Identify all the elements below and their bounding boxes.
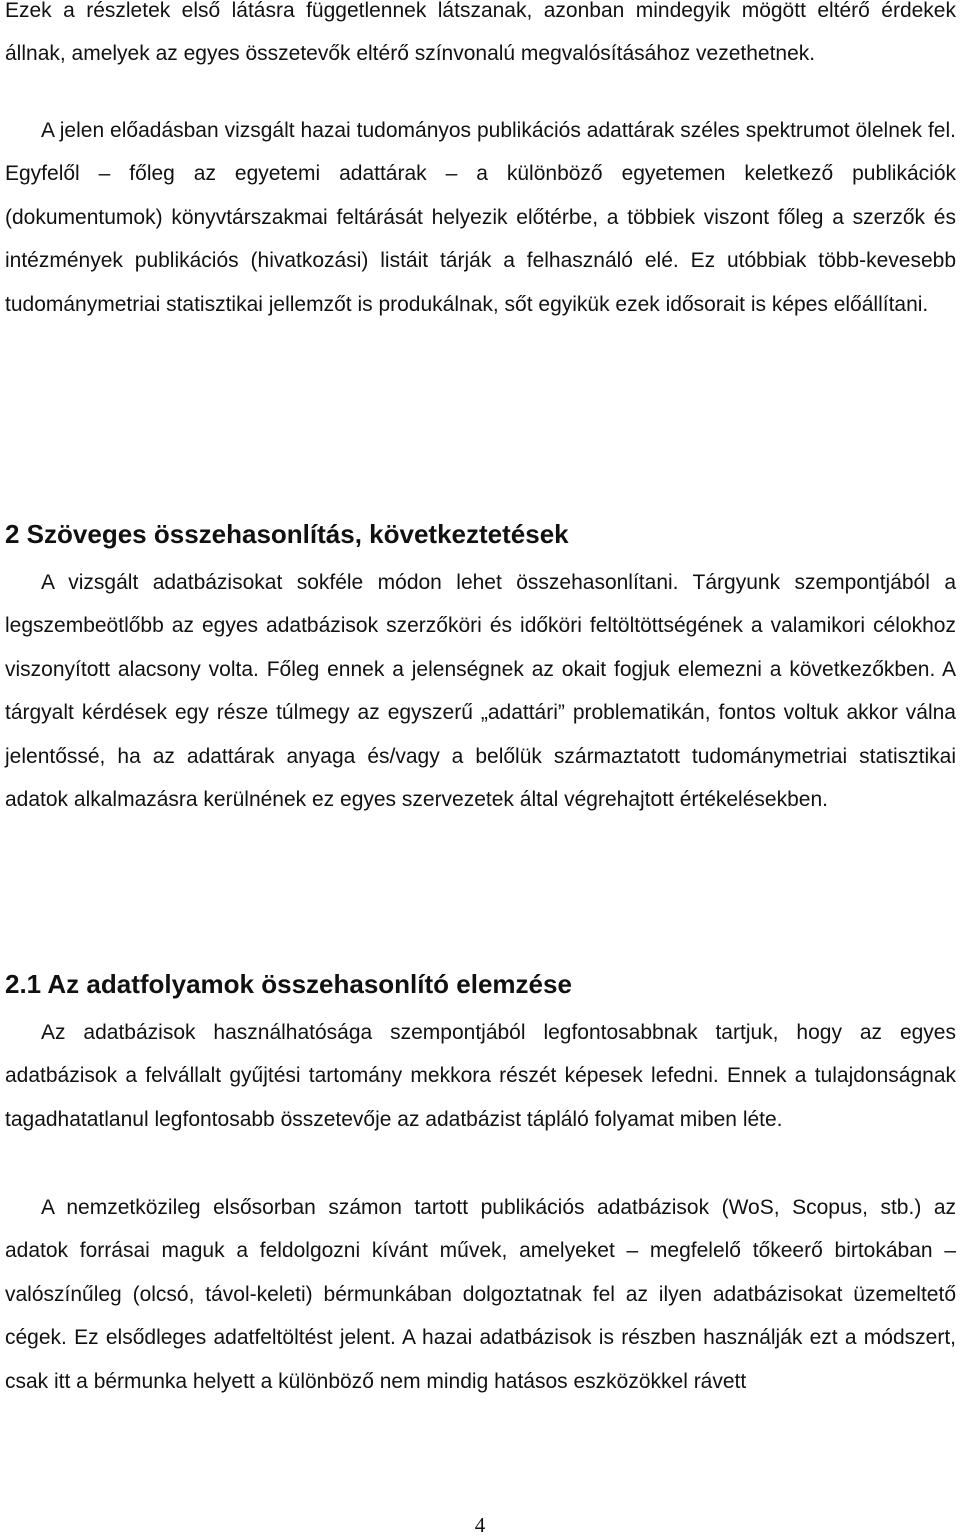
- section-heading: 2 Szöveges összehasonlítás, következtetések: [5, 519, 569, 549]
- body-paragraph: Az adatbázisok használhatósága szempontjából legfontosabbnak tartjuk, hogy az egyes adatbázisok a felvállalt gyűjtési tartomány mekkora részét képesek lefedni. Ennek a tulajdonságnak tagadhatatlanul legfontosabb összetevője az adatbázist tápláló folyamat miben léte.: [5, 1021, 956, 1131]
- subsection-heading: 2.1 Az adatfolyamok összehasonlító elemzése: [5, 969, 572, 999]
- page-number: 4: [474, 1513, 486, 1537]
- body-paragraph: A jelen előadásban vizsgált hazai tudományos publikációs adattárak széles spektrumot ölelnek fel. Egyfelől – főleg az egyetemi adattárak – a különböző egyetemen keletkező publikációk (dokumentumok) könyvtárszakmai feltárását helyezik előtérbe, a többiek viszont főleg a szerzők és intézmények publikációs (hivatkozási) listáit tárják a felhasználó elé. Ez utóbbiak több-kevesebb tudománymetriai statisztikai jellemzőt is produkálnak, sőt egyikük ezek idősorait is képes előállítani.: [5, 119, 956, 316]
- body-paragraph: A vizsgált adatbázisokat sokféle módon lehet összehasonlítani. Tárgyunk szempontjából a legszembeötlőbb az egyes adatbázisok szerzőköri és időköri feltöltöttségének a valamikori célokhoz viszonyított alacsony volta. Főleg ennek a jelenségnek az okait fogjuk elemezni a következőkben. A tárgyalt kérdések egy része túlmegy az egyszerű „adattári” problematikán, fontos voltuk akkor válna jelentőssé, ha az adattárak anyaga és/vagy a belőlük származtatott tudománymetriai statisztikai adatok alkalmazásra kerülnének ez egyes szervezetek által végrehajtott értékelésekben.: [5, 571, 956, 812]
- body-paragraph: Ezek a részletek első látásra függetlennek látszanak, azonban mindegyik mögött eltérő érdekek állnak, amelyek az egyes összetevők eltérő színvonalú megvalósításához vezethetnek.: [5, 0, 956, 66]
- body-paragraph: A nemzetközileg elsősorban számon tartott publikációs adatbázisok (WoS, Scopus, stb.) az adatok forrásai maguk a feldolgozni kívánt művek, amelyeket – megfelelő tőkeerő birtokában – valószínűleg (olcsó, távol-keleti) bérmunkában dolgoztatnak fel az ilyen adatbázisokat üzemeltető cégek. Ez elsődleges adatfeltöltést jelent. A hazai adatbázisok is részben használják ezt a módszert, csak itt a bérmunka helyett a különböző nem mindig hatásos eszközökkel rávett: [5, 1196, 956, 1393]
